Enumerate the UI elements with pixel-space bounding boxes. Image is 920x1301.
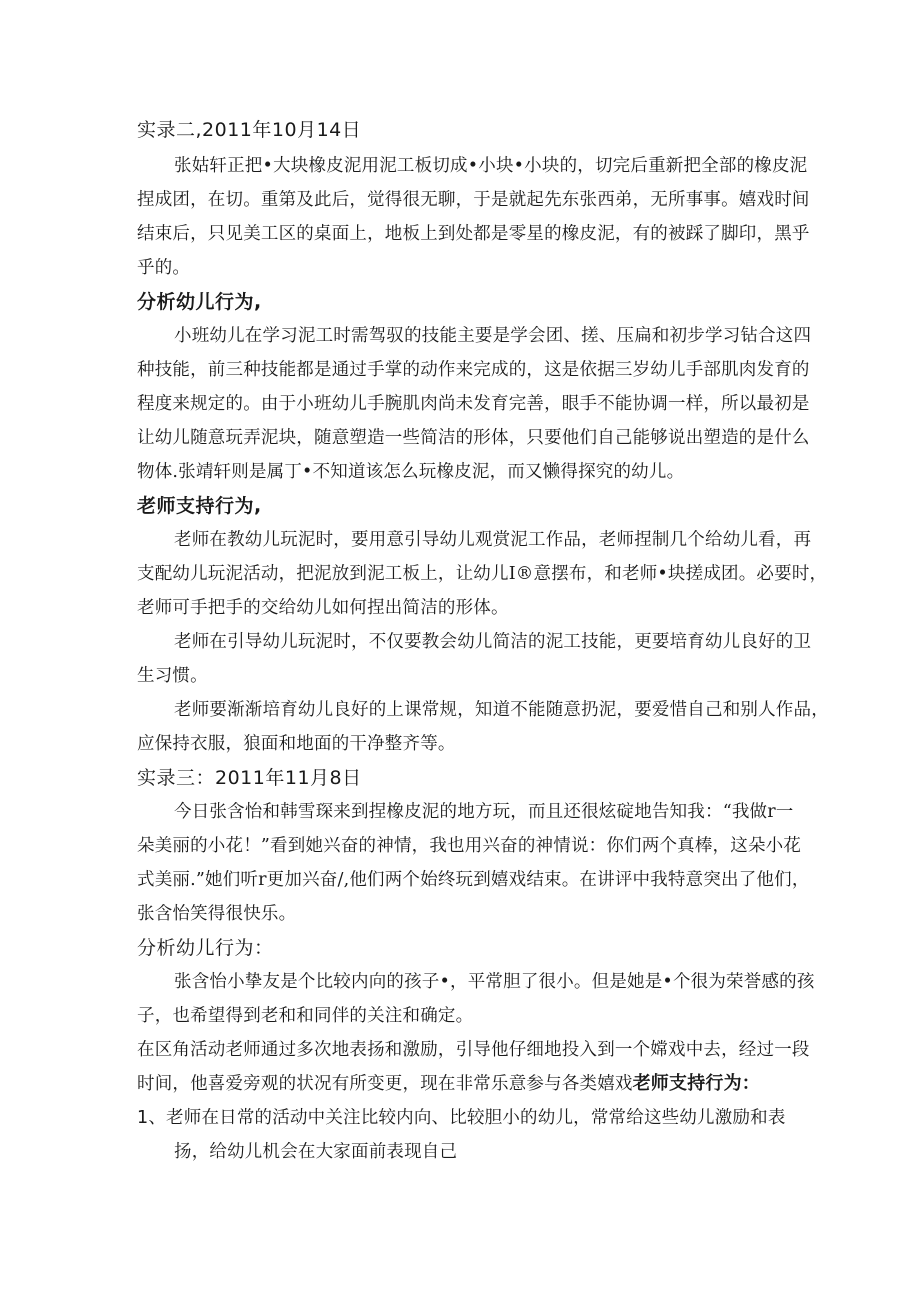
analysis2-line-with-inline-heading bbox=[137, 1072, 787, 1096]
analysis1-line: 种技能，前三种技能都是通过手掌的动作来完成的，这是依据三岁幼儿手部肌肉发育的 bbox=[137, 360, 810, 380]
teacher1-line: 应保持衣服，狼面和地面的干净整齐等。 bbox=[137, 734, 456, 754]
record3-line: 今日张含怡和韩雪琛来到捏橡皮泥的地方玩，而且还很炫碇地告知我：“我做r一 bbox=[174, 802, 794, 822]
analysis1-line: 小班幼儿在学习泥工时需驾驭的技能主要是学会团、搓、压扁和初步学习钻合这四 bbox=[174, 326, 812, 346]
record3-line: 朵美丽的小花！”看到她兴奋的神情，我也用兴奋的神情说：你们两个真棒，这朵小花 bbox=[137, 836, 802, 856]
record3-line: 张含怡笑得很快乐。 bbox=[137, 904, 297, 924]
analysis1-line: 物体.张靖轩则是属丁•不知道该怎么玩橡皮泥，而又懒得探究的幼儿。 bbox=[137, 462, 685, 482]
record2-heading: 实录二,2011年10月14日 bbox=[137, 119, 362, 141]
teacher1-heading: 老师支持行为, bbox=[137, 495, 262, 517]
teacher1-line: 老师要渐渐培育幼儿良好的上课常规，知道不能随意扔泥，要爱惜自己和别人作品， bbox=[174, 700, 829, 720]
record2-line: 结束后，只见美工区的桌面上，地板上到处都是零星的橡皮泥，有的被踩了脚印，黑乎 bbox=[137, 224, 810, 244]
analysis1-line: 让幼儿随意玩弄泥块，随意塑造一些简洁的形体，只要他们自己能够说出塑造的是什么 bbox=[137, 428, 810, 448]
record2-line: 捏成团，在切。重第及此后，觉得很无聊，于是就起先东张西弟，无所事事。嬉戏时间 bbox=[137, 190, 810, 210]
teacher1-line: 老师在教幼儿玩泥时，要用意引导幼儿观赏泥工作品，老师捏制几个给幼儿看，再 bbox=[174, 530, 812, 550]
analysis2-line: 在区角活动老师通过多次地表扬和激励，引导他仔细地投入到一个嫦戏中去，经过一段 bbox=[137, 1040, 810, 1060]
teacher1-line: 老师在引导幼儿玩泥时，不仅要教会幼儿简洁的泥工技能，更要培育幼儿良好的卫 bbox=[174, 632, 812, 652]
record3-heading: 实录三：2011年11月8日 bbox=[137, 767, 362, 789]
teacher2-heading: 老师支持行为： bbox=[632, 1073, 761, 1094]
list-item-1-continuation: 扬，给幼儿机会在大家面前表现自己 bbox=[174, 1142, 458, 1162]
analysis1-line: 程度来规定的。由于小班幼儿手腕肌肉尚未发育完善，眼手不能协调一样，所以最初是 bbox=[137, 394, 810, 414]
teacher1-line: 老师可手把手的交给幼儿如何捏出简洁的形体。 bbox=[137, 598, 509, 618]
analysis2-heading: 分析幼儿行为： bbox=[137, 937, 274, 959]
list-item-number: 1、 bbox=[137, 1108, 167, 1128]
teacher1-line: 支配幼儿玩泥活动，把泥放到泥工板上，让幼儿I®意摆布，和老师•块搓成团。必要时， bbox=[137, 564, 828, 584]
analysis2-line: 子，也希望得到老和和同伴的关注和确定。 bbox=[137, 1006, 474, 1026]
teacher1-line: 生习惯。 bbox=[137, 666, 208, 686]
record2-line: 乎的。 bbox=[137, 258, 191, 278]
analysis1-heading: 分析幼儿行为, bbox=[137, 291, 262, 313]
record2-line: 张姑轩正把•大块橡皮泥用泥工板切成•小块•小块的，切完后重新把全部的橡皮泥 bbox=[174, 156, 808, 176]
list-item-1 bbox=[137, 1106, 787, 1130]
list-item-text: 老师在日常的活动中关注比较内向、比较胆小的幼儿，常常给这些幼儿激励和表 bbox=[166, 1108, 786, 1128]
analysis2-line: 时间，他喜爱旁观的状况有所变更，现在非常乐意参与各类嬉戏 bbox=[137, 1074, 633, 1094]
record3-line: 式美丽.”她们听r更加兴奋/,他们两个始终玩到嬉戏结束。在讲评中我特意突出了他们， bbox=[137, 870, 810, 890]
analysis2-line: 张含怡小挚友是个比较内向的孩子•，平常胆了很小。但是她是•个很为荣誉感的孩 bbox=[174, 972, 815, 992]
